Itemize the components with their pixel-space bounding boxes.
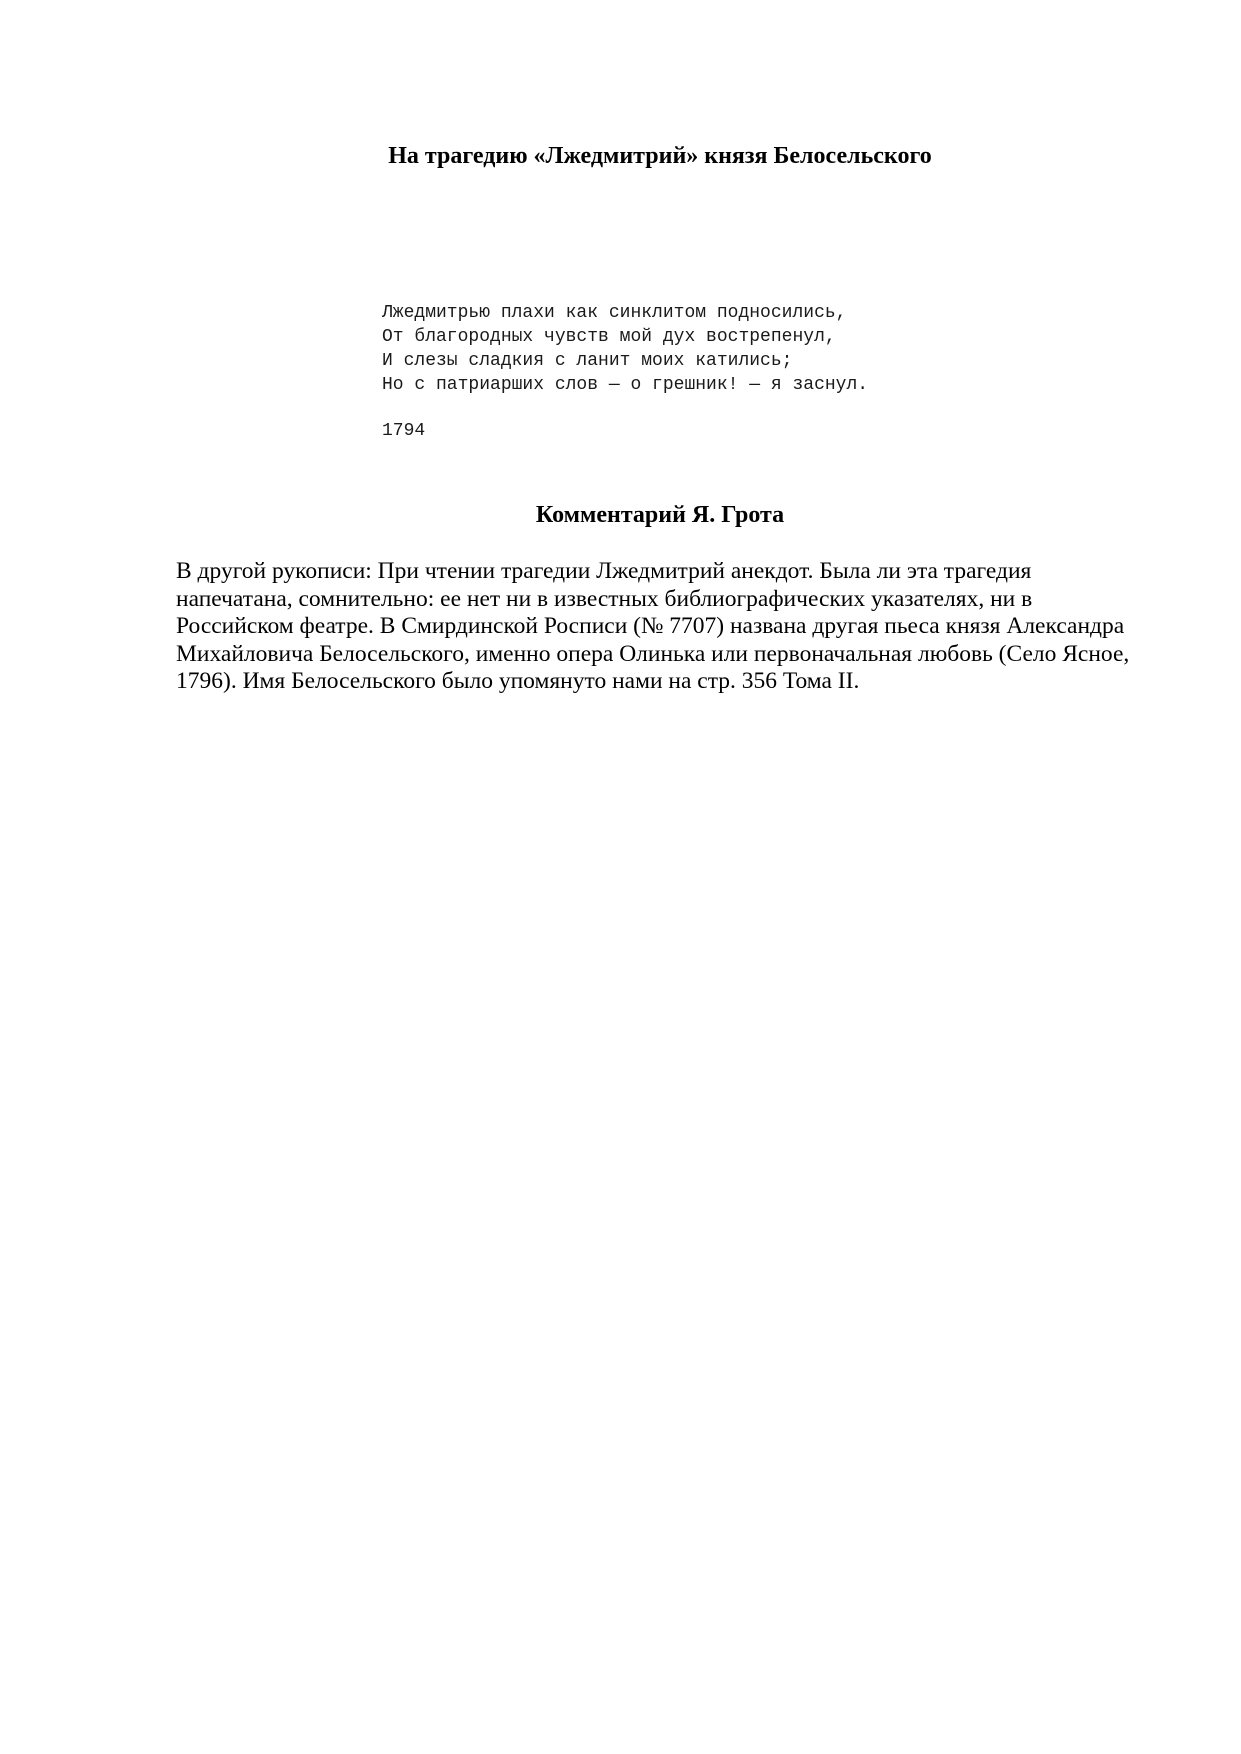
poem-date: 1794 [382, 421, 426, 441]
poem-line: И слезы сладкия с ланит моих катились; [382, 351, 793, 371]
poem-line: Но с патриарших слов — о грешник! — я заснул. [382, 375, 869, 395]
poem-stanza [382, 301, 868, 397]
commentary-heading: Комментарий Я. Грота [535, 502, 785, 528]
poem-line: От благородных чувств мой дух вострепенул, [382, 327, 836, 347]
page-title: На трагедию «Лжедмитрий» князя Белосельского [388, 143, 932, 169]
poem-line: Лжедмитрью плахи как синклитом подносились, [382, 303, 847, 323]
commentary-text: В другой рукописи: При чтении трагедии Лжедмитрий анекдот. Была ли эта трагедия напечатана, сомнительно: ее нет ни в известных библиографических указателях, ни в Российском феатре. В Смирдинской Росписи (№ 7707) названа другая пьеса князя Александра Михайловича Белосельского, именно опера Олинька или первоначальная любовь (Село Ясное, 1796). Имя Белосельского было упомянуто нами на стр. 356 Тома II. [176, 558, 1130, 694]
